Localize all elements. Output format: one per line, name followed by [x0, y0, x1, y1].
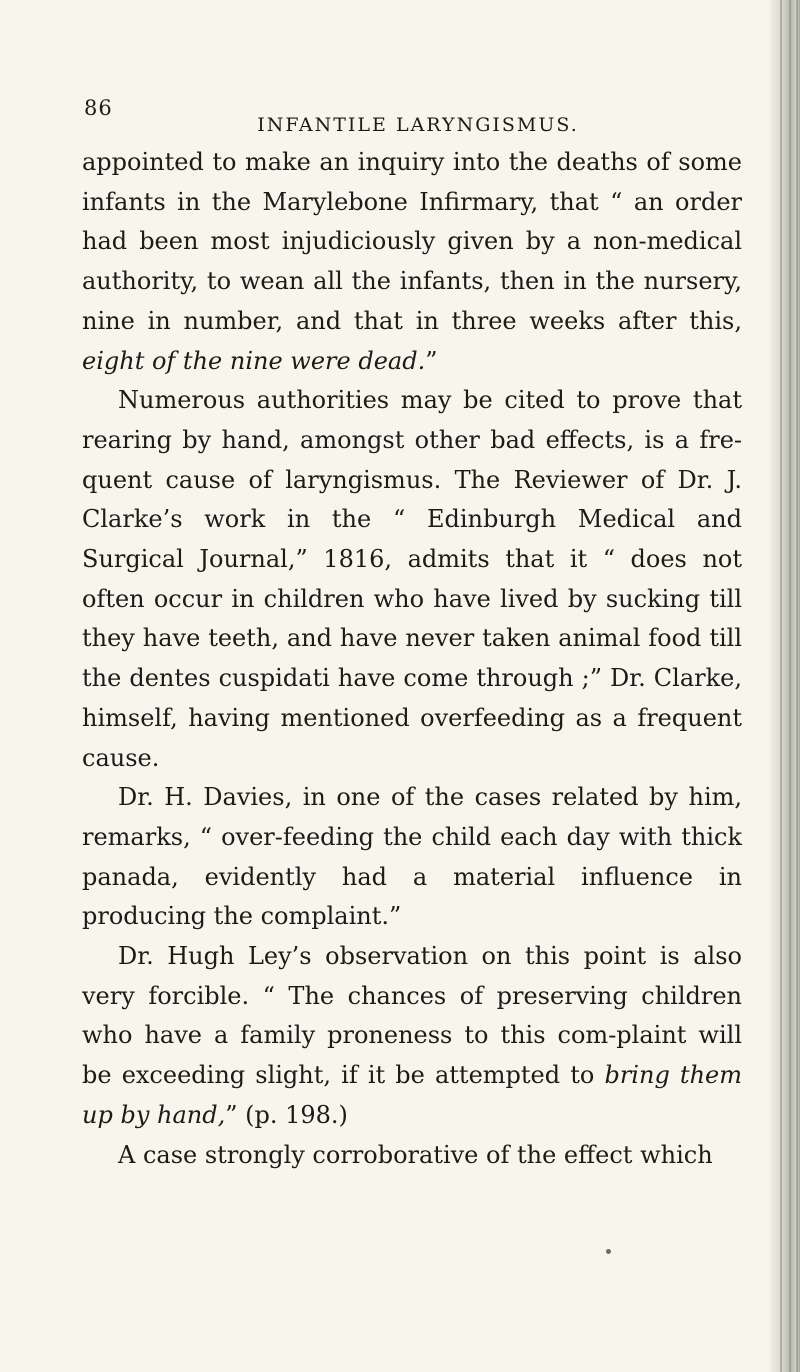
italic-text: eight of the nine were dead.: [82, 346, 426, 375]
paragraph: [82, 778, 742, 937]
italic-text: bring them up by hand,: [82, 1061, 742, 1129]
edge-line: [780, 0, 782, 1372]
text-segment: ”: [425, 346, 438, 375]
paragraph: [82, 143, 742, 381]
paragraph: [82, 937, 742, 1136]
text-segment: Numerous authorities may be cited to prove that rearing by hand, amongst other bad effects, is a fre-quent cause of laryngismus. The Reviewer of Dr. J. Clarke’s work in the “ Edinburgh Medical and Surgical Journal,” 1816, admits that it “ does not often occur in children who have lived by sucking till they have teeth, and have never taken animal food till the dentes cuspidati have come through ;” Dr. Clarke, himself, having mentioned overfeeding as a frequent cause.: [82, 386, 742, 772]
ink-speck: [606, 1249, 611, 1254]
text-segment: appointed to make an inquiry into the deaths of some infants in the Marylebone Infirmary, that “ an order had been most injudiciously given by a non-medical authority, to wean all the infants, then in the nursery, nine in number, and that in three weeks after this,: [82, 148, 742, 335]
page-edge-shadow: [770, 0, 800, 1372]
text-segment: Dr. Hugh Ley’s observation on this point is also very forcible. “ The chances of preserving children who have a family proneness to this com-plaint will be exceeding slight, if it be attempted to: [82, 942, 742, 1090]
paragraph: [82, 1136, 742, 1176]
page-number: 86: [84, 96, 113, 120]
text-segment: Dr. H. Davies, in one of the cases related by him, remarks, “ over-feeding the child each day with thick panada, evidently had a material influence in producing the complaint.”: [82, 783, 742, 931]
running-title: INFANTILE LARYNGISMUS.: [257, 114, 579, 136]
text-segment: A case strongly corroborative of the effect which: [118, 1140, 713, 1169]
edge-line: [789, 0, 791, 1372]
edge-line: [796, 0, 798, 1372]
text-segment: ” (p. 198.): [225, 1100, 348, 1129]
paragraph: [82, 381, 742, 778]
body-text: [82, 143, 742, 1175]
